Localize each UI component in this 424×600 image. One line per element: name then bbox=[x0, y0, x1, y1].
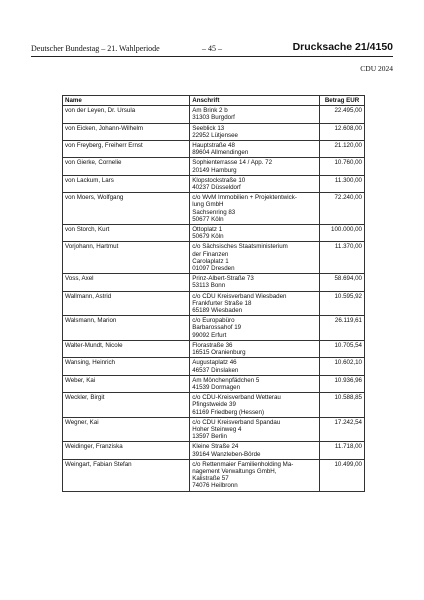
donation-amount: 21.120,00 bbox=[320, 141, 365, 158]
address-line: 53113 Bonn bbox=[192, 282, 226, 290]
donor-name: Vorjohann, Hartmut bbox=[63, 242, 190, 274]
address-line: c/o CDU Kreisverband Spandau bbox=[192, 418, 281, 426]
address-line: Am Mönchenpfädchen 5 bbox=[192, 376, 260, 384]
donor-address bbox=[190, 193, 320, 225]
table-body bbox=[63, 106, 365, 491]
donor-name: Wansing, Heinrich bbox=[63, 358, 190, 375]
donor-address bbox=[190, 225, 320, 242]
donation-amount: 72.240,00 bbox=[320, 193, 365, 225]
address-line: 39164 Wanzleben-Börde bbox=[192, 450, 261, 458]
header-amount: Betrag EUR bbox=[320, 96, 365, 106]
address-line: Hoher Steinweg 4 bbox=[192, 425, 242, 433]
donor-name: von Storch, Kurt bbox=[63, 225, 190, 242]
address-line: 22952 Lütjensee bbox=[192, 131, 238, 139]
address-line: Seeblick 13 bbox=[192, 124, 225, 132]
table-row bbox=[63, 175, 365, 192]
donor-name: Walsmann, Marion bbox=[63, 316, 190, 341]
address-line: Hauptstraße 48 bbox=[192, 142, 235, 150]
table-row bbox=[63, 316, 365, 341]
header-address: Anschrift bbox=[190, 96, 320, 106]
address-line: c/o WvM Immobilien + Projektentwick- bbox=[192, 194, 297, 202]
table-row bbox=[63, 242, 365, 274]
donation-amount: 58.694,00 bbox=[320, 274, 365, 291]
address-line: 40237 Düsseldorf bbox=[192, 184, 241, 192]
section-label: CDU 2024 bbox=[360, 64, 393, 73]
header-left: Deutscher Bundestag – 21. Wahlperiode bbox=[31, 44, 160, 53]
donor-address bbox=[190, 375, 320, 392]
donor-name: Weidinger, Franziska bbox=[63, 442, 190, 459]
donation-amount: 22.495,00 bbox=[320, 106, 365, 123]
donation-amount: 10.602,10 bbox=[320, 358, 365, 375]
address-line: nagement Verwaltungs GmbH, bbox=[192, 467, 277, 475]
donor-address bbox=[190, 291, 320, 316]
header-name: Name bbox=[63, 96, 190, 106]
donation-amount: 26.119,61 bbox=[320, 316, 365, 341]
address-line: Klopstockstraße 10 bbox=[192, 176, 246, 184]
address-line: 74076 Heilbronn bbox=[192, 482, 238, 490]
donor-address bbox=[190, 242, 320, 274]
donation-amount: 12.608,00 bbox=[320, 123, 365, 140]
donor-name: Wallmann, Astrid bbox=[63, 291, 190, 316]
table-header-row bbox=[63, 96, 365, 106]
header-rule bbox=[31, 56, 393, 57]
donation-amount: 11.370,00 bbox=[320, 242, 365, 274]
donor-address bbox=[190, 393, 320, 418]
address-line: 31303 Burgdorf bbox=[192, 114, 235, 122]
address-line: Barbarossahof 19 bbox=[192, 324, 242, 332]
address-line: 50677 Köln bbox=[192, 215, 224, 223]
address-line: 13597 Berlin bbox=[192, 433, 227, 441]
donor-name: Weingart, Fabian Stefan bbox=[63, 459, 190, 491]
donation-amount: 17.242,54 bbox=[320, 417, 365, 442]
address-line: 20149 Hamburg bbox=[192, 166, 237, 174]
donor-name: Weckler, Birgit bbox=[63, 393, 190, 418]
address-line: Augustaplatz 46 bbox=[192, 359, 237, 367]
donation-amount: 10.936,96 bbox=[320, 375, 365, 392]
address-line: c/o Sächsisches Staatsministerium bbox=[192, 243, 288, 251]
address-line: c/o CDU-Kreisverband Wetterau bbox=[192, 394, 281, 402]
address-line: Frankfurter Straße 18 bbox=[192, 299, 252, 307]
donor-name: Voss, Axel bbox=[63, 274, 190, 291]
address-line: 01097 Dresden bbox=[192, 265, 235, 273]
table-row bbox=[63, 375, 365, 392]
donations-table bbox=[62, 95, 365, 492]
donation-amount: 10.760,00 bbox=[320, 158, 365, 175]
address-line: der Finanzen bbox=[192, 250, 229, 258]
donor-address bbox=[190, 141, 320, 158]
donor-address bbox=[190, 274, 320, 291]
address-line: c/o Europabüro bbox=[192, 317, 235, 325]
address-line: Pfingstweide 39 bbox=[192, 401, 236, 409]
donor-address bbox=[190, 123, 320, 140]
donor-name: Walter-Mundt, Nicole bbox=[63, 340, 190, 357]
page-number: – 45 – bbox=[202, 44, 222, 53]
address-line: Ottoplatz 1 bbox=[192, 226, 223, 234]
address-line: 16515 Oranienburg bbox=[192, 349, 246, 357]
donor-name: von Eicken, Johann-Wilhelm bbox=[63, 123, 190, 140]
address-line: 89604 Allmendingen bbox=[192, 149, 249, 157]
address-line: c/o CDU Kreisverband Wiesbaden bbox=[192, 292, 287, 300]
document-number: Drucksache 21/4150 bbox=[292, 41, 393, 53]
donation-amount: 100.000,00 bbox=[320, 225, 365, 242]
address-line: c/o Rettenmaier Familienholding Ma- bbox=[192, 460, 294, 468]
table-row bbox=[63, 291, 365, 316]
table-row bbox=[63, 442, 365, 459]
table-row bbox=[63, 123, 365, 140]
donation-amount: 10.705,54 bbox=[320, 340, 365, 357]
donor-name: von der Leyen, Dr. Ursula bbox=[63, 106, 190, 123]
address-line: Florastraße 36 bbox=[192, 341, 233, 349]
address-line: Kleine Straße 24 bbox=[192, 443, 239, 451]
page-header bbox=[31, 40, 393, 56]
donor-address bbox=[190, 316, 320, 341]
donor-name: von Freyberg, Freiherr Ernst bbox=[63, 141, 190, 158]
table-row bbox=[63, 225, 365, 242]
table-row bbox=[63, 274, 365, 291]
address-line: 46537 Dinslaken bbox=[192, 366, 239, 374]
table-row bbox=[63, 358, 365, 375]
table-row bbox=[63, 193, 365, 225]
table-row bbox=[63, 459, 365, 491]
address-line: 99092 Erfurt bbox=[192, 331, 227, 339]
address-line: Am Brink 2 b bbox=[192, 107, 228, 115]
donor-address bbox=[190, 175, 320, 192]
donation-amount: 10.588,85 bbox=[320, 393, 365, 418]
donor-address bbox=[190, 340, 320, 357]
table-row bbox=[63, 141, 365, 158]
donor-address bbox=[190, 442, 320, 459]
address-line: 61169 Friedberg (Hessen) bbox=[192, 408, 264, 416]
donor-name: von Lackum, Lars bbox=[63, 175, 190, 192]
table-row bbox=[63, 393, 365, 418]
donation-amount: 10.499,00 bbox=[320, 459, 365, 491]
address-line: Prinz-Albert-Straße 73 bbox=[192, 275, 254, 283]
table-row bbox=[63, 417, 365, 442]
donor-name: von Gierke, Cornelie bbox=[63, 158, 190, 175]
donor-address bbox=[190, 106, 320, 123]
address-line: Sophienterrasse 14 / App. 72 bbox=[192, 159, 273, 167]
donor-name: Weber, Kai bbox=[63, 375, 190, 392]
donor-address bbox=[190, 358, 320, 375]
donor-name: Wegner, Kai bbox=[63, 417, 190, 442]
address-line: Carolaplatz 1 bbox=[192, 257, 229, 265]
table-row bbox=[63, 158, 365, 175]
address-line: 65189 Wiesbaden bbox=[192, 307, 243, 315]
table-row bbox=[63, 340, 365, 357]
donation-amount: 10.595,92 bbox=[320, 291, 365, 316]
address-line: 41539 Dormagen bbox=[192, 383, 241, 391]
address-line: Sachsenring 83 bbox=[192, 208, 236, 216]
address-line: 50679 Köln bbox=[192, 233, 224, 241]
donor-address bbox=[190, 417, 320, 442]
donation-amount: 11.718,00 bbox=[320, 442, 365, 459]
address-line: Kalistraße 57 bbox=[192, 475, 229, 483]
donation-amount: 11.300,00 bbox=[320, 175, 365, 192]
address-line: lung GmbH bbox=[192, 201, 224, 209]
donor-address bbox=[190, 158, 320, 175]
donor-address bbox=[190, 459, 320, 491]
table-row bbox=[63, 106, 365, 123]
donor-name: von Moers, Wolfgang bbox=[63, 193, 190, 225]
